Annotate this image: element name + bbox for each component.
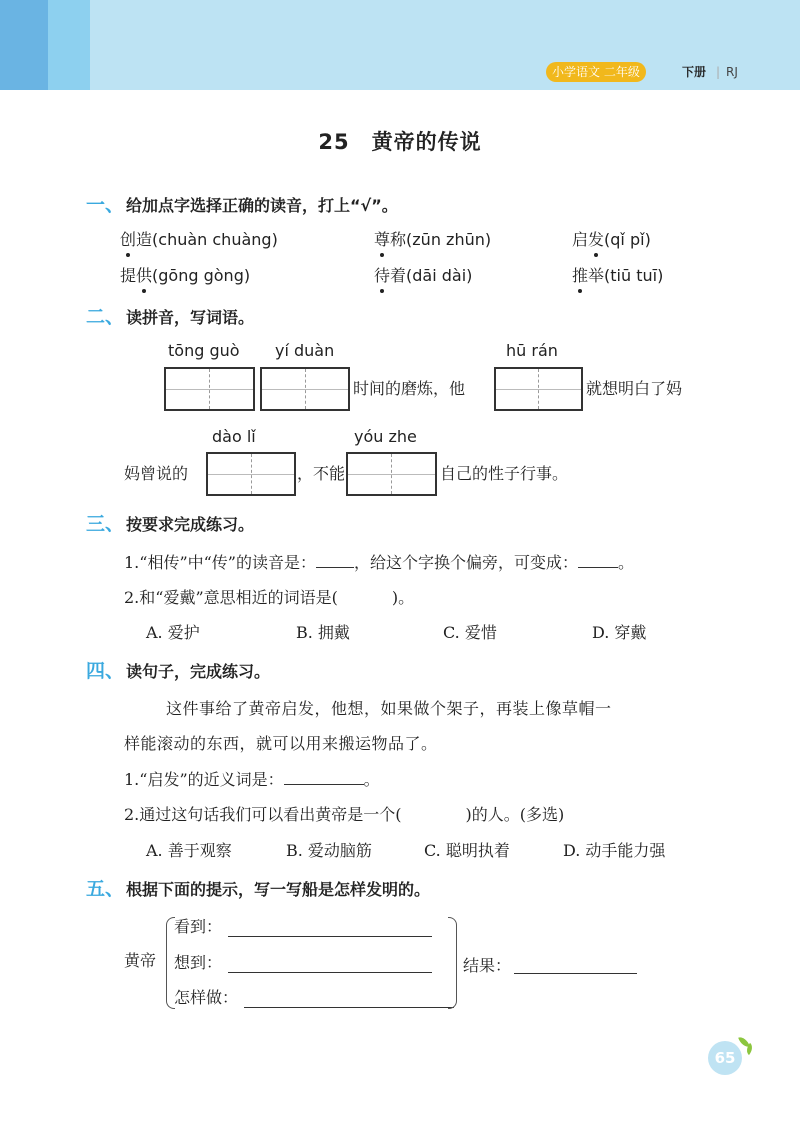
sec3-option-b[interactable]: B. 拥戴 [296, 623, 350, 642]
section-1-mark: 一、 [86, 194, 125, 216]
label-result: 结果： [463, 956, 512, 975]
sec1-item-6 [572, 265, 663, 287]
section-5-heading [86, 878, 430, 901]
subject-huangdi: 黄帝 [124, 951, 157, 970]
pinyin-choice[interactable]: (qǐ pǐ) [604, 230, 651, 249]
sec4-option-b[interactable]: B. 爱动脑筋 [286, 841, 372, 860]
q2-text-b: )的人。(多选) [465, 805, 565, 824]
q2-text-a: 2.通过这句话我们可以看出黄帝是一个( [124, 805, 402, 824]
subject-badge: 小学语文 二年级 [546, 62, 646, 82]
section-2-mark: 二、 [86, 306, 125, 328]
sec4-question-1 [124, 769, 380, 791]
answer-line-how[interactable] [244, 1007, 454, 1008]
write-grid-huran[interactable] [494, 367, 583, 411]
dotted-char: 供 [136, 266, 153, 285]
q2-text-a: 2.和“爱戴”意思相近的词语是( [124, 588, 338, 607]
lesson-number: 25 [318, 130, 350, 154]
write-grid-youzhe[interactable] [346, 452, 437, 496]
char: 称 [390, 230, 407, 249]
dotted-char: 推 [572, 266, 589, 285]
char: 启 [572, 230, 589, 249]
pinyin-yiduan: yí duàn [275, 341, 335, 360]
write-grid-tongguo[interactable] [164, 367, 255, 411]
answer-line-think[interactable] [228, 972, 432, 973]
write-grid-yiduan[interactable] [260, 367, 350, 411]
q1-text-a: 1.“相传”中“传”的读音是： [124, 553, 316, 572]
pinyin-tongguo: tōng guò [168, 341, 240, 360]
dotted-char: 待 [374, 266, 391, 285]
sentence-part-3: 妈曾说的 [124, 464, 189, 483]
q1-text-b: ，给这个字换个偏旁，可变成： [354, 553, 579, 572]
sentence-part-4: ，不能 [297, 464, 346, 483]
pinyin-huran: hū rán [506, 341, 558, 360]
q1-text-c: 。 [618, 553, 635, 572]
sentence-part-2: 就想明白了妈 [586, 379, 683, 398]
passage-line-1: 这件事给了黄帝启发，他想，如果做个架子，再装上像草帽一 [166, 699, 612, 718]
pinyin-choice[interactable]: (tiū tuī) [604, 266, 664, 285]
lesson-name: 黄帝的传说 [371, 130, 482, 154]
section-5-mark: 五、 [86, 878, 125, 900]
sec4-option-a[interactable]: A. 善于观察 [146, 841, 232, 860]
section-1-heading [86, 194, 398, 217]
section-3-mark: 三、 [86, 513, 125, 535]
page-number: 65 [708, 1041, 742, 1075]
edition-text: RJ [726, 65, 738, 79]
answer-line-see[interactable] [228, 936, 432, 937]
section-3-text: 按要求完成练习。 [126, 515, 255, 534]
char: 造 [136, 230, 153, 249]
section-2-text: 读拼音，写词语。 [126, 308, 255, 327]
sec3-question-2 [124, 587, 414, 609]
sec3-option-c[interactable]: C. 爱惜 [443, 623, 497, 642]
q2-text-b: )。 [391, 588, 415, 607]
sec4-question-2 [124, 804, 564, 826]
char: 提 [120, 266, 137, 285]
section-2-heading [86, 306, 254, 329]
answer-blank-synonym[interactable] [284, 784, 364, 785]
sec3-question-1 [124, 552, 634, 574]
sec1-item-3 [572, 229, 651, 251]
sentence-part-1: 时间的磨炼，他 [353, 379, 466, 398]
section-3-heading [86, 513, 254, 536]
label-see: 看到： [174, 917, 223, 936]
section-1-text: 给加点字选择正确的读音，打上“√”。 [126, 196, 398, 215]
answer-blank-new-char[interactable] [578, 567, 618, 568]
write-grid-daoli[interactable] [206, 452, 296, 496]
pinyin-youzhe: yóu zhe [354, 427, 417, 446]
pinyin-daoli: dào lǐ [212, 427, 256, 446]
pinyin-choice[interactable]: (zūn zhūn) [406, 230, 492, 249]
edition-label: | RJ [716, 65, 738, 79]
section-4-text: 读句子，完成练习。 [126, 662, 271, 681]
label-think: 想到： [174, 953, 223, 972]
volume-label: 下册 [682, 65, 707, 79]
pinyin-choice[interactable]: (gōng gòng) [152, 266, 251, 285]
label-how: 怎样做： [174, 988, 239, 1007]
sec1-item-5 [374, 265, 472, 287]
sec4-option-c[interactable]: C. 聪明执着 [424, 841, 510, 860]
right-brace [448, 917, 457, 1009]
passage-line-2: 样能滚动的东西，就可以用来搬运物品了。 [124, 734, 438, 753]
sentence-part-5: 自己的性子行事。 [440, 464, 569, 483]
dotted-char: 尊 [374, 230, 391, 249]
q1-text-a: 1.“启发”的近义词是： [124, 770, 284, 789]
char: 举 [588, 266, 605, 285]
char: 着 [390, 266, 407, 285]
dotted-char: 创 [120, 230, 137, 249]
sec1-item-1 [120, 229, 278, 251]
section-4-mark: 四、 [86, 660, 125, 682]
q1-text-b: 。 [363, 770, 380, 789]
section-4-heading [86, 660, 270, 683]
pinyin-choice[interactable]: (dāi dài) [406, 266, 473, 285]
sec1-item-2 [374, 229, 491, 251]
answer-blank-reading[interactable] [316, 567, 354, 568]
lesson-title [0, 126, 800, 156]
sec3-option-a[interactable]: A. 爱护 [146, 623, 200, 642]
sec3-option-d[interactable]: D. 穿戴 [592, 623, 647, 642]
section-5-text: 根据下面的提示，写一写船是怎样发明的。 [126, 880, 431, 899]
header-band [0, 0, 800, 90]
sec4-option-d[interactable]: D. 动手能力强 [563, 841, 666, 860]
sec1-item-4 [120, 265, 250, 287]
header-stripe-mid [48, 0, 90, 90]
dotted-char: 发 [588, 230, 605, 249]
answer-line-result[interactable] [514, 973, 637, 974]
pinyin-choice[interactable]: (chuàn chuàng) [152, 230, 278, 249]
header-stripe-dark [0, 0, 48, 90]
